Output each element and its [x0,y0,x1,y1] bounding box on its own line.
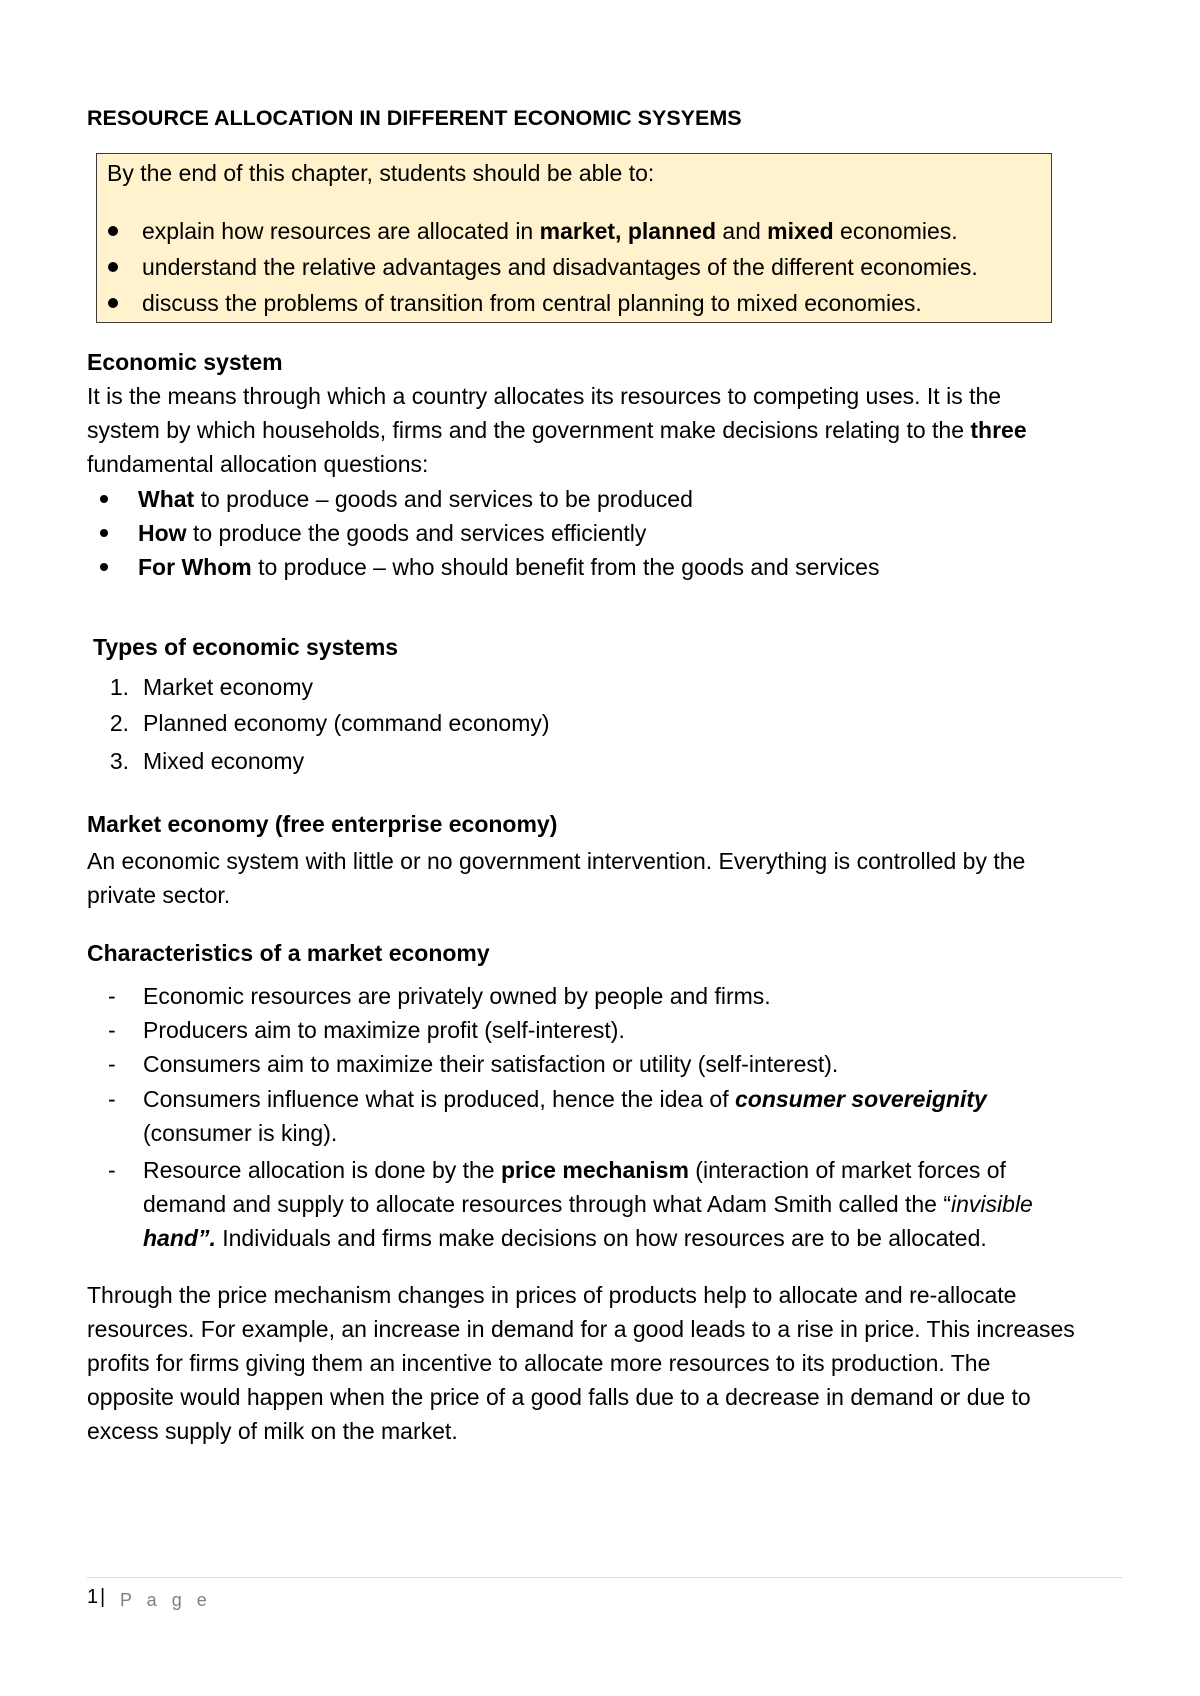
characteristic-item: Consumers influence what is produced, hence the idea of consumer sovereignity [143,1086,987,1112]
objective-item: discuss the problems of transition from central planning to mixed economies. [142,290,922,316]
question-item: What to produce – goods and services to be produced [138,486,693,512]
paragraph-line: It is the means through which a country allocates its resources to competing uses. It is the [87,383,1002,409]
paragraph-line: resources. For example, an increase in demand for a good leads to a rise in price. This increases [87,1316,1075,1342]
list-number: 2. [109,710,129,736]
dash-marker: - [108,1086,116,1112]
objective-item: explain how resources are allocated in market, planned and mixed economies. [142,218,958,244]
objective-item: understand the relative advantages and disadvantages of the different economies. [142,254,978,280]
bullet-icon [108,262,118,272]
bullet-icon [108,298,118,308]
bullet-icon [100,563,108,571]
paragraph-line: fundamental allocation questions: [87,451,429,477]
objectives-intro: By the end of this chapter, students should be able to: [107,160,655,186]
dash-marker: - [108,1051,116,1077]
paragraph-line: opposite would happen when the price of a good falls due to a decrease in demand or due to [87,1384,1031,1410]
characteristic-item-continued: demand and supply to allocate resources through what Adam Smith called the “invisible [143,1191,1033,1217]
paragraph-line: private sector. [87,882,231,908]
list-item: Planned economy (command economy) [143,710,550,736]
footer-separator: | [100,1586,106,1608]
section-heading-market-economy: Market economy (free enterprise economy) [87,811,558,837]
paragraph-line: profits for firms giving them an incentive to allocate more resources to its production. The [87,1350,991,1376]
section-heading-characteristics: Characteristics of a market economy [87,940,490,966]
paragraph-line: Through the price mechanism changes in prices of products help to allocate and re-allocate [87,1282,1017,1308]
footer-page-number: 1 [87,1586,99,1608]
dash-marker: - [108,1157,116,1183]
characteristic-item: Resource allocation is done by the price mechanism (interaction of market forces of [143,1157,1006,1183]
section-heading-economic-system: Economic system [87,349,283,375]
bullet-icon [100,529,108,537]
dash-marker: - [108,1017,116,1043]
paragraph-line: system by which households, firms and the government make decisions relating to the three [87,417,1027,443]
objectives-box [96,153,1052,323]
question-item: For Whom to produce – who should benefit from the goods and services [138,554,880,580]
characteristic-item-continued: hand”. Individuals and firms make decisions on how resources are to be allocated. [143,1225,987,1251]
section-heading-types: Types of economic systems [93,634,399,660]
characteristic-item: Economic resources are privately owned by people and firms. [143,983,771,1009]
paragraph-line: excess supply of milk on the market. [87,1418,458,1444]
bullet-icon [100,495,108,503]
list-number: 1. [109,674,129,700]
footer-divider [87,1577,1122,1578]
document-title: RESOURCE ALLOCATION IN DIFFERENT ECONOMIC SYSYEMS [87,106,742,130]
list-item: Market economy [143,674,314,700]
characteristic-item-continued: (consumer is king). [143,1120,338,1146]
list-number: 3. [109,748,129,774]
paragraph-line: An economic system with little or no government intervention. Everything is controlled by the [87,848,1026,874]
bullet-icon [108,226,118,236]
question-item: How to produce the goods and services efficiently [138,520,647,546]
characteristic-item: Consumers aim to maximize their satisfaction or utility (self-interest). [143,1051,839,1077]
dash-marker: - [108,983,116,1009]
footer-page-label: P a g e [120,1590,212,1610]
characteristic-item: Producers aim to maximize profit (self-interest). [143,1017,625,1043]
list-item: Mixed economy [143,748,305,774]
